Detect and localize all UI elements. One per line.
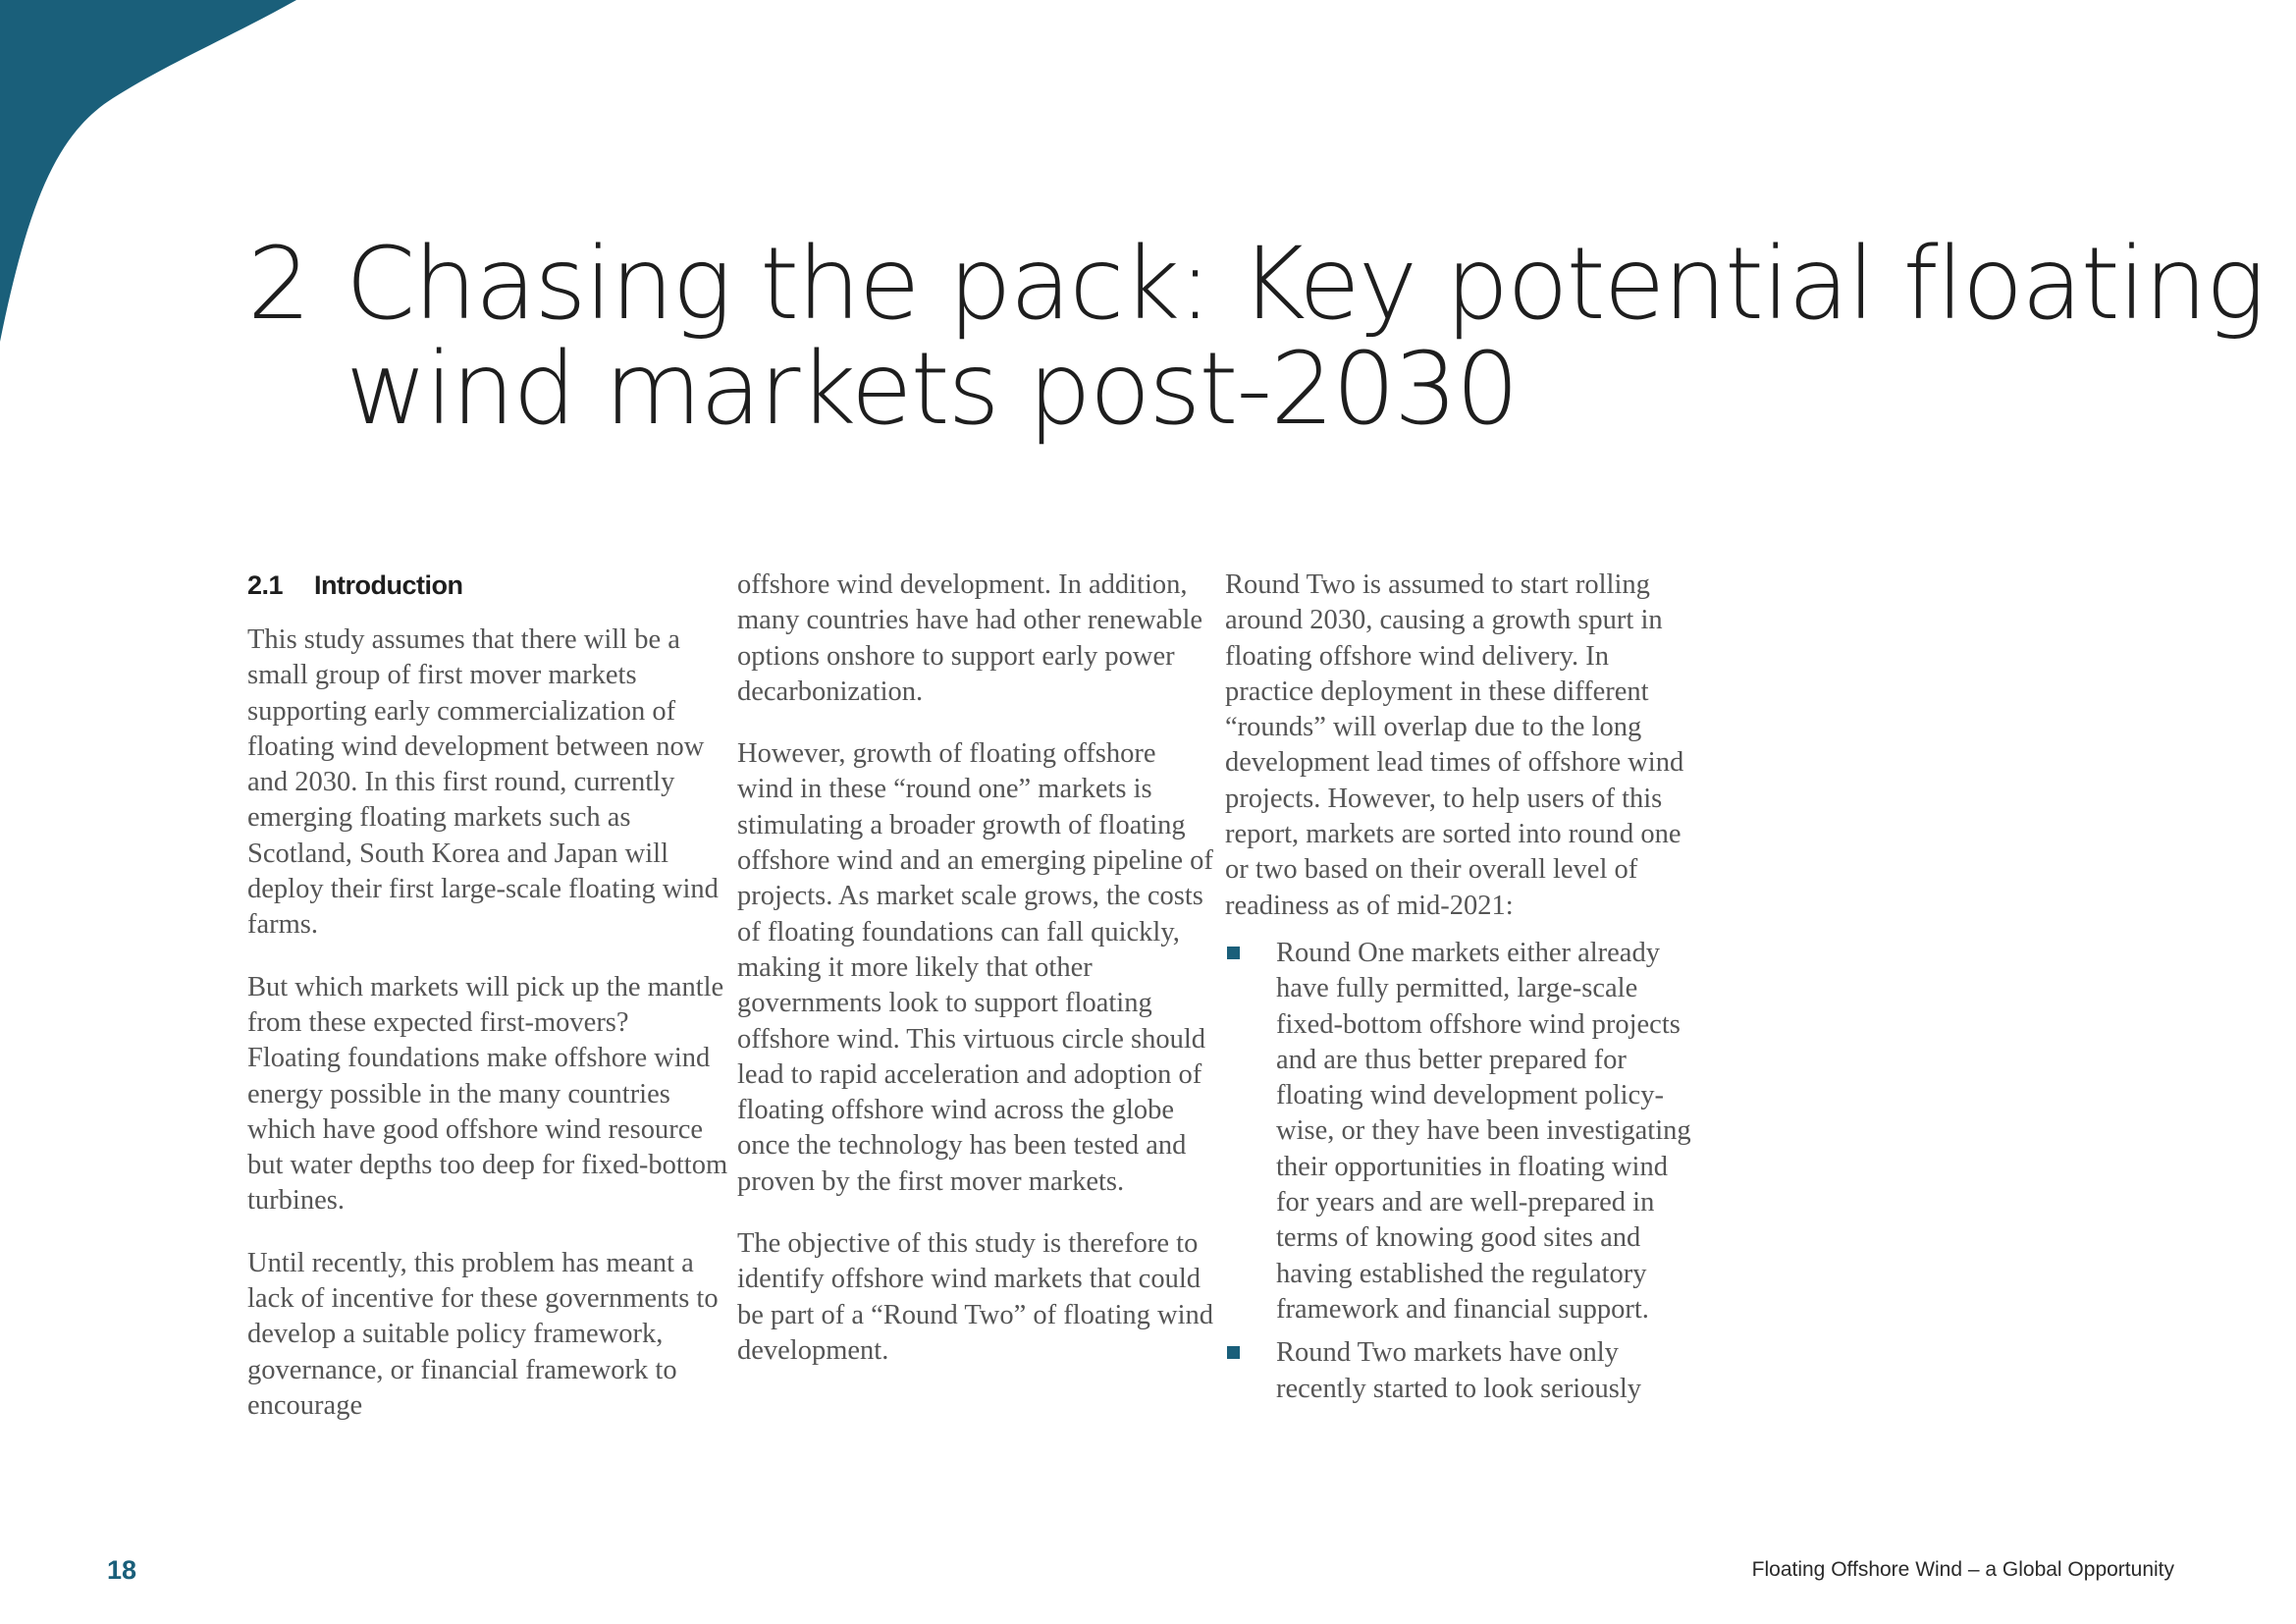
footer-publication-title: Floating Offshore Wind – a Global Opportunity — [1751, 1558, 2174, 1581]
title-line-1 — [247, 226, 2264, 343]
title-text-line-1: Chasing the pack: Key potential floating — [346, 226, 2264, 343]
chapter-number: 2 — [247, 226, 309, 343]
section-heading — [247, 568, 728, 603]
list-item — [1225, 1335, 1696, 1407]
bullet-text: Round Two markets have only recently started to look seriously — [1276, 1337, 1641, 1404]
paragraph: Until recently, this problem has meant a lack of incentive for these governments to develop a suitable policy framework, governance, or financial framework to encourage — [247, 1247, 719, 1421]
section-title: Introduction — [314, 570, 463, 600]
bullet-list — [1225, 936, 1696, 1407]
title-text-line-2: wind markets post-2030 — [346, 331, 1518, 448]
text-column-2 — [737, 568, 1218, 1395]
page-number: 18 — [107, 1555, 137, 1585]
square-bullet-icon — [1227, 947, 1240, 959]
text-column-1 — [247, 568, 728, 1450]
paragraph: Round Two is assumed to start rolling around 2030, causing a growth spurt in floating offshore wind delivery. In practice deployment in these different “rounds” will overlap due to the long development lead times of offshore wind projects. However, to help users of this report, markets are sorted into round one or two based on their overall level of readiness as of mid-2021: — [1225, 569, 1684, 921]
text-column-3 — [1225, 568, 1696, 1415]
section-number: 2.1 — [247, 570, 284, 600]
paragraph: However, growth of floating offshore wind in these “round one” markets is stimulating a broader growth of floating offshore wind and an emerging pipeline of projects. As market scale grows, the costs of floating foundations can fall quickly, making it more likely that other governments look to support floating offshore wind. This virtuous circle should lead to rapid acceleration and adoption of floating offshore wind across the globe once the technology has been tested and proven by the first mover markets. — [737, 738, 1213, 1197]
bullet-text: Round One markets either already have fully permitted, large-scale fixed-bottom offshore wind projects and are thus better prepared for floating wind development policy-wise, or they have been investigating their opportunities in floating wind for years and are well-prepared in terms of knowing good sites and having established the regulatory framework and financial support. — [1276, 937, 1691, 1325]
paragraph: But which markets will pick up the mantle from these expected first-movers? Floating foundations make offshore wind energy possible in the many countries which have good offshore wind resource but water depths too deep for fixed-bottom turbines. — [247, 971, 728, 1217]
paragraph: The objective of this study is therefore to identify offshore wind markets that could be part of a “Round Two” of floating wind development. — [737, 1228, 1214, 1366]
paragraph: offshore wind development. In addition, many countries have had other renewable options onshore to support early power decarbonization. — [737, 569, 1203, 707]
square-bullet-icon — [1227, 1346, 1240, 1359]
list-item — [1225, 936, 1696, 1327]
page-title — [247, 226, 2264, 448]
paragraph: This study assumes that there will be a small group of first mover markets supporting early commercialization of floating wind development between now and 2030. In this first round, currently emerging floating markets such as Scotland, South Korea and Japan will deploy their first large-scale floating wind farms. — [247, 624, 719, 941]
